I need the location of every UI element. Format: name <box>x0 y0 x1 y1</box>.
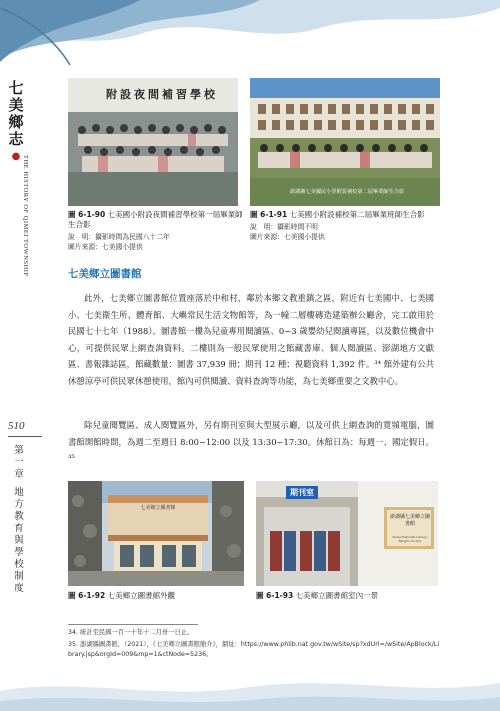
section-title: 七美鄉立圖書館 <box>68 268 142 280</box>
photo-night-school-class2 <box>250 78 440 206</box>
chapter-char: 度 <box>14 583 24 594</box>
photo3-caption <box>68 591 244 601</box>
photo2-source: 圖片來源：七美國小提供 <box>250 233 325 241</box>
chapter-char: 制 <box>14 571 24 582</box>
caption-text: 七美鄉立圖書館外觀 <box>107 591 176 600</box>
photo1-source: 圖片來源：七美國小提供 <box>68 243 143 251</box>
book-title-english: THE HISTORY OF QIMEI TOWNSHIP <box>22 155 29 277</box>
footnote: 35. 澎湖縣圖書館，（2021），《七美鄉立圖書館簡介》，網址：https://www.phlib.nat.gov.tw/wSite/sp?xdUrl=/wSite/ApBlock/Library.jsp&orgId=009&mp=1&ctNode=5236。 <box>68 641 440 658</box>
page-number: 510 <box>8 420 25 432</box>
divider <box>8 436 42 437</box>
book-title-char: 志 <box>8 130 24 148</box>
paragraph: 除兒童閱覽區、成人閱覽區外，另有期刊室與大型展示廳，以及可供上網查詢的寬頻電腦，圖書館開館時間，為週二至週日 8:00~12:00 以及 13:30~17:30。休館日為：每週一、國定假日。³⁵ <box>68 420 434 464</box>
chapter-char: 與 <box>14 535 24 546</box>
chapter-char: 方 <box>14 499 24 510</box>
caption-number: 圖 6-1-92 <box>68 591 106 600</box>
footnote-divider <box>68 624 198 625</box>
book-title-vertical <box>6 80 26 165</box>
photo1-caption <box>68 210 244 230</box>
chapter-char: 第 <box>14 445 24 456</box>
title-dot: ● <box>11 151 21 162</box>
periodicals-room-sign: 期刊室 <box>286 486 318 499</box>
photo1-desc: 說 明：攝影時間為民國八十二年 <box>68 233 170 241</box>
chapter-char: 地 <box>14 487 24 498</box>
bottom-wave-decoration <box>0 671 500 711</box>
chapter-char: 校 <box>14 559 24 570</box>
chapter-char: 學 <box>14 547 24 558</box>
paragraph: 此外，七美鄉立圖書館位置座落於中和村，鄰於本鄉文教重鎮之區，附近有七美國中、七美國小、七美衛生所、體育館、大嶼常民生活文物館等，為一幢二層樓磚造建築辦公廳舍，完工啟用於民國七十七年（1988）。圖書館一樓為兒童專用閱讀區、0~3 歲嬰幼兒閱讀專區，以及數位機會中心，可提供民眾上網查詢資料。二樓則為一般民眾使用之館藏書庫、個人閱讀區、澎湖地方文獻區、書報雜誌區，館藏數量：圖書 37,939 冊；期刊 12 種；視聽資料 1,392 件。³⁴ 館外建有公共休憩涼亭可供民眾休憩使用，館內可供閱讀、資料查詢等功能，為七美鄉重要之文教中心。 <box>68 293 434 386</box>
photo-night-school-class1 <box>68 78 238 206</box>
top-wave-decoration <box>0 0 500 75</box>
chapter-char: 教 <box>14 511 24 522</box>
photo2-banner: 澎湖縣七美國民小學附設補校第二屆畢業師生合影 <box>289 189 405 195</box>
book-title-char: 美 <box>8 96 24 114</box>
caption-number: 圖 6-1-91 <box>250 210 288 219</box>
chapter-char: 章 <box>14 469 24 480</box>
library-plaque-main: 澎湖縣七美鄉立圖書館 <box>390 514 431 527</box>
photo2-desc: 說 明：攝影時間不明 <box>250 223 318 231</box>
book-title-char: 七 <box>8 79 24 97</box>
chapter-char: 育 <box>14 523 24 534</box>
footnote: 34. 統計至民國一百一十年十二月卅一日止。 <box>68 629 194 636</box>
chapter-char: 一 <box>14 457 24 468</box>
chapter-label-vertical <box>12 445 26 595</box>
photo2-caption <box>250 210 442 220</box>
caption-number: 圖 6-1-90 <box>68 210 106 219</box>
photo1-banner: 附設夜間補習學校 <box>106 88 218 101</box>
caption-number: 圖 6-1-93 <box>256 591 294 600</box>
photo-library-interior <box>256 481 438 586</box>
caption-text: 七美國小附設補校第二屆畢業班師生合影 <box>289 210 425 219</box>
caption-text: 七美鄉立圖書館室內一景 <box>295 591 379 600</box>
book-title-char: 鄉 <box>8 113 24 131</box>
caption-text: 七美國小附設夜間補習學校第一屆畢業師生合影 <box>68 210 243 229</box>
photo4-caption <box>256 591 440 601</box>
photo-library-exterior <box>68 481 244 586</box>
library-building-sign: 七美鄉立圖書館 <box>140 505 176 511</box>
library-plaque-en: Cimei Township Library, Penghu County <box>392 535 428 543</box>
